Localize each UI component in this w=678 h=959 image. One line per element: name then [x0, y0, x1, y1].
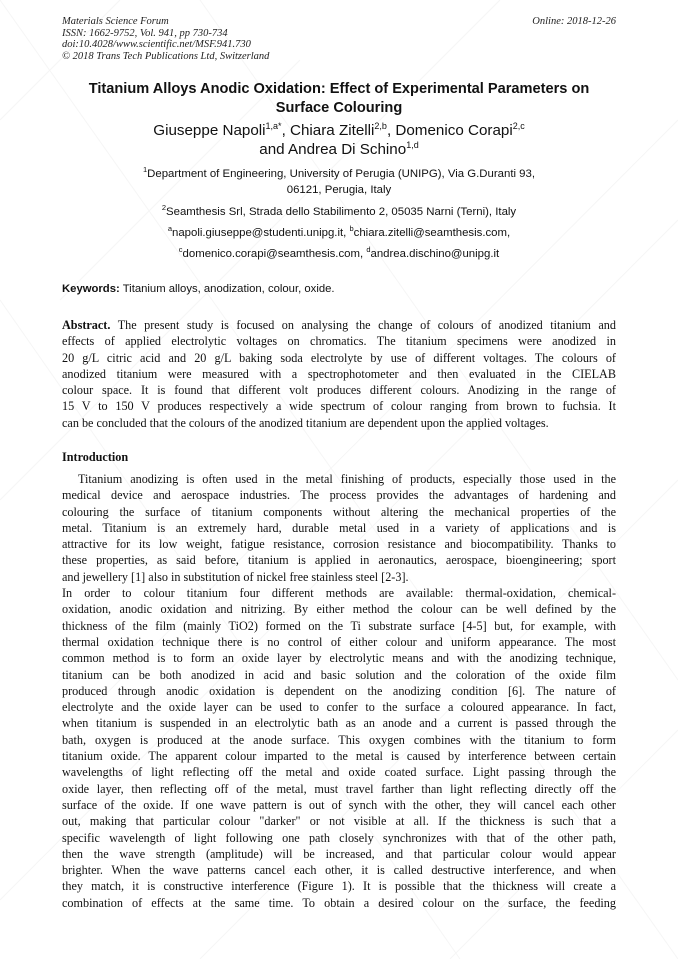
- body-line: surface of the oxide. If one wave pattern is out of synch with the other, they will cancel each other: [62, 797, 616, 812]
- abstract-line: can be concluded that the colours of the anodized titanium are dependent upon the applied voltages.: [62, 415, 549, 430]
- keywords-label: Keywords:: [62, 283, 120, 295]
- author-name: Giuseppe Napoli: [153, 122, 266, 139]
- abstract-line: anodized titanium were measured with a spectrophotometer and then evaluated in the CIELAB: [62, 366, 616, 381]
- affil-mark: 1: [142, 165, 148, 174]
- affiliation-2: [40, 204, 638, 220]
- body-line: when titanium is suspended in an electrolytic bath as an anode and a current is passed through the: [62, 716, 616, 731]
- body-line: common method is to form an oxide layer by electrolytic means and with the anodizing technique,: [62, 651, 616, 666]
- email-mark: d: [366, 245, 371, 254]
- affiliation-1: [40, 166, 638, 198]
- body-line: metal. Titanium is an extremely hard, durable metal used in a variety of applications and is: [62, 520, 616, 535]
- body-line: oxidation, anodic oxidation and nitrizing. By either method the colour can be well defined by the: [62, 602, 616, 617]
- journal-header: [62, 16, 616, 62]
- body-line: titanium oxide. The apparent colour imparted to the metal is caused by interference between certain: [62, 749, 616, 764]
- abstract: [62, 317, 616, 431]
- section-heading-introduction: Introduction: [62, 450, 129, 464]
- abstract-line: 20 g/L citric acid and 20 g/L baking soda electrolyte by use of different voltages. The colours of: [62, 350, 616, 365]
- body-line: medical device and aerospace industries. The process provides the advantages of hardening and: [62, 488, 616, 503]
- body-line: produced through anodic oxidation is dependent on the anodizing condition [6]. The nature of: [62, 683, 616, 698]
- email-mark: a: [167, 224, 172, 233]
- abstract-line: colour space. It is found that different volt produces different colours. Anodizing in the range of: [62, 383, 616, 398]
- abstract-label: Abstract.: [62, 318, 111, 332]
- email-link[interactable]: napoli.giuseppe@studenti.unipg.it,: [171, 227, 350, 239]
- journal-name: Materials Science Forum: [62, 16, 169, 27]
- body-line: In order to colour titanium four different methods are available: thermal-oxidation, chemical-: [62, 586, 616, 601]
- author-name: Chiara Zitelli: [290, 122, 375, 139]
- keywords: [62, 282, 622, 297]
- body-line: out, making that particular colour "darker" or not visible at all. If the thickness is such that a: [62, 814, 616, 829]
- author-affil-mark: 1,d: [406, 140, 419, 150]
- body-line: then the wave strength (amplitude) will be increased, and that particular colour would appear: [62, 846, 616, 861]
- author-separator: ,: [386, 122, 396, 139]
- body-line: colouring the surface of titanium components without altering the mechanical properties of the: [62, 504, 616, 519]
- body-line: titanium can be both anodized in acid and basic solution and the coloration of the oxide film: [62, 667, 616, 682]
- body-line: and jewellery [1] also in substitution of nickel free stainless steel [2-3].: [62, 569, 409, 584]
- author-name: Andrea Di Schino: [288, 141, 407, 158]
- body-line: wavelengths of light reflecting off the metal and oxide coated surface. Light passing through the: [62, 765, 616, 780]
- body-line: thermal oxidation technique there is no control of either colour and uniform appearance. The most: [62, 634, 616, 649]
- online-date: Online: 2018-12-26: [532, 16, 616, 27]
- paper-title: [40, 80, 638, 118]
- author-list: [40, 121, 638, 159]
- body-line: bath, oxygen is produced at the anode surface. This oxygen combines with the titanium to form: [62, 732, 616, 747]
- title-line: Surface Colouring: [275, 100, 403, 116]
- email-list: [40, 225, 638, 262]
- body-line: attractive for its low weight, fatigue resistance, corrosion resistance and biocompatibility. Thanks to: [62, 537, 616, 552]
- email-mark: c: [178, 245, 183, 254]
- abstract-line: [62, 317, 616, 333]
- body-line: specific wavelength of light following one path closely synchronizes with that of the other path,: [62, 830, 616, 845]
- email-link[interactable]: andrea.dischino@unipg.it: [370, 248, 500, 260]
- issn: ISSN: 1662-9752, Vol. 941, pp 730-734: [62, 27, 228, 39]
- email-link[interactable]: domenico.corapi@seamthesis.com,: [182, 248, 367, 260]
- keywords-text: Titanium alloys, anodization, colour, oxide.: [119, 283, 335, 295]
- author-affil-mark: 1,a*: [265, 121, 282, 131]
- title-line: Titanium Alloys Anodic Oxidation: Effect of Experimental Parameters on: [88, 81, 590, 97]
- abstract-text: The present study is focused on analysing the change of colours of anodized titanium and: [110, 318, 616, 332]
- body-line: combination of effects at the same time. To obtain a desired colour on the surface, the feeding: [62, 895, 616, 910]
- affil-text: 06121, Perugia, Italy: [286, 184, 392, 196]
- body-line: electrolyte and the oxide layer can be used to confer to the surface a coloured appearance. In fact,: [62, 700, 616, 715]
- body-line: they match, it is constructive interference (Figure 1). It is possible that the thickness will create a: [62, 879, 616, 894]
- body-line: thickness of the film (mainly TiO2) formed on the Ti substrate surface [4-5] but, for example, with: [62, 618, 616, 633]
- email-mark: b: [349, 224, 354, 233]
- author-affil-mark: 2,c: [512, 121, 525, 131]
- email-link[interactable]: chiara.zitelli@seamthesis.com,: [353, 227, 511, 239]
- author-name: Domenico Corapi: [395, 122, 513, 139]
- body-line: oxide layer, then reflecting off of the metal, must travel farther than light reflecting directly off the: [62, 781, 616, 796]
- body-line: Titanium anodizing is often used in the metal finishing of products, especially those used in the: [78, 472, 616, 486]
- abstract-line: 15 V to 150 V produces respectively a wide spectrum of colour ranging from brown to fuchsia. It: [62, 399, 616, 414]
- body-line: brighter. When the wave patterns cancel each other, it is called destructive interference, and when: [62, 863, 616, 878]
- doi: doi:10.4028/www.scientific.net/MSF.941.730: [62, 39, 251, 51]
- body-line: these properties, as said before, titanium is applied in aeronautics, aerospace, bioengineering; sport: [62, 553, 616, 568]
- affil-text: Seamthesis Srl, Strada dello Stabilimento 2, 05035 Narni (Terni), Italy: [166, 206, 517, 218]
- introduction-body: [62, 471, 616, 911]
- abstract-line: effects of applied electrolytic voltages on chromatics. The titanium specimens were anodized in: [62, 334, 616, 349]
- copyright: © 2018 Trans Tech Publications Ltd, Switzerland: [62, 50, 270, 62]
- affil-text: Department of Engineering, University of Perugia (UNIPG), Via G.Duranti 93,: [147, 168, 536, 180]
- author-affil-mark: 2,b: [374, 121, 387, 131]
- author-and: and: [259, 141, 288, 158]
- author-separator: ,: [281, 122, 291, 139]
- affil-mark: 2: [161, 203, 167, 212]
